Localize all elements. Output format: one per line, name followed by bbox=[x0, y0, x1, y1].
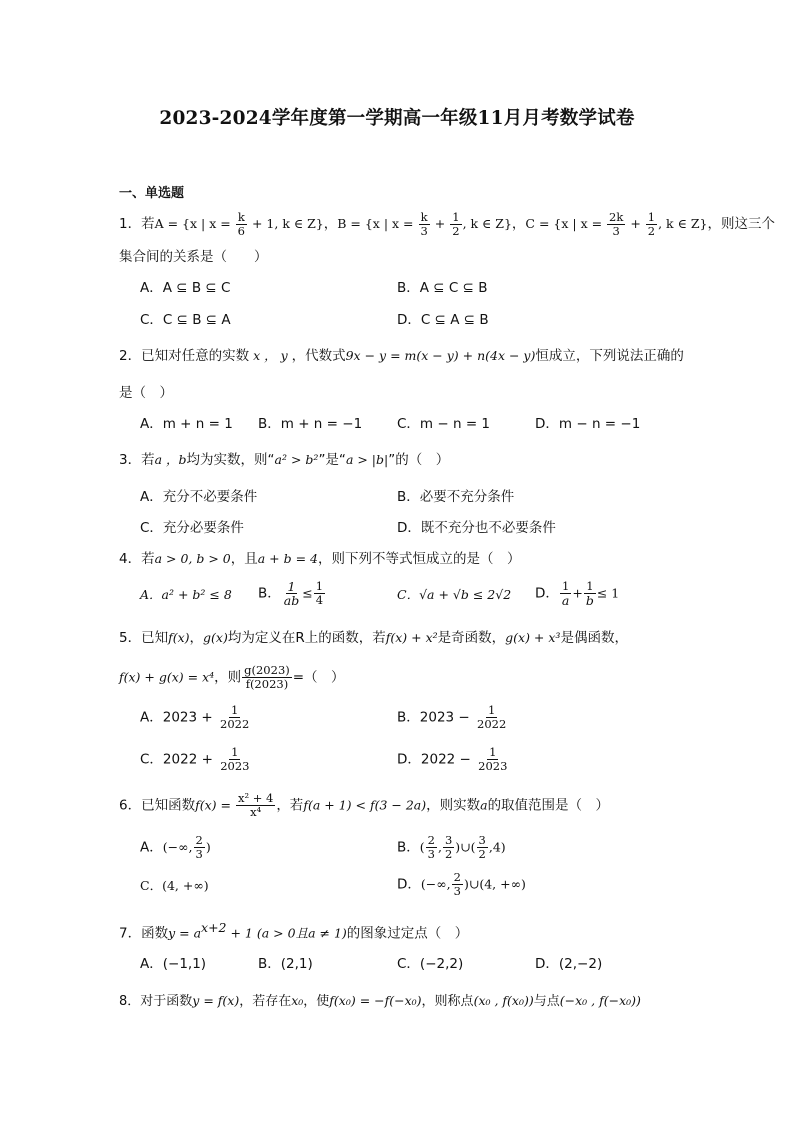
question-1-line-2: 集合间的关系是（ ） bbox=[119, 249, 268, 265]
q7-option-a: A．(−1,1) bbox=[140, 956, 207, 972]
q1-option-a: A．A ⊆ B ⊆ C bbox=[140, 280, 231, 296]
q1-option-c: C．C ⊆ B ⊆ A bbox=[140, 312, 231, 328]
question-4-line-1: 4．若a > 0, b > 0，且a + b = 4，则下列不等式恒成立的是（ ） bbox=[119, 551, 521, 567]
question-7-line-1: 7．函数$y = a^{x+2} + 1$ (a > 0且a ≠ 1)的图象过定点（ ） bbox=[119, 920, 469, 942]
q3-option-c: C．充分必要条件 bbox=[140, 520, 244, 536]
q6-option-a: A．(−∞, $\frac{2}{3}$ ) bbox=[140, 833, 211, 861]
q2-option-d: D．m − n = −1 bbox=[535, 416, 641, 432]
q1-option-b: B．A ⊆ C ⊆ B bbox=[397, 280, 488, 296]
q6-option-c: C．(4, +∞) bbox=[140, 878, 209, 893]
q4-option-a: A．a² + b² ≤ 8 bbox=[140, 587, 232, 602]
q1-lead: 1．若 bbox=[119, 216, 155, 232]
q4-option-d: D． $\frac{1}{a}$ + $\frac{1}{b}$ ≤ 1 bbox=[535, 579, 620, 608]
q7-option-d: D．(2,−2) bbox=[535, 956, 603, 972]
q1-set-b: B = {x | x = $\frac{k}{3}$ + $\frac{1}{2}$ , k ∈ Z} bbox=[337, 210, 512, 238]
q2-option-b: B．m + n = −1 bbox=[258, 416, 363, 432]
section-heading: 一、单选题 bbox=[119, 186, 185, 201]
q5-option-a: A．2023 + $\frac{1}{2022}$ bbox=[140, 703, 250, 731]
question-3-line-1: 3．若a ，b均为实数，则“a² > b²”是“a > |b|”的（ ） bbox=[119, 452, 450, 468]
q5-option-c: C．2022 + $\frac{1}{2023}$ bbox=[140, 745, 250, 773]
q4-option-b: B． $\frac{1}{ab}$ ≤ $\frac{1}{4}$ bbox=[258, 579, 324, 608]
q1-option-d: D．C ⊆ A ⊆ B bbox=[397, 312, 489, 328]
question-1-line-1: 1．若A = {x | x = $\frac{k}{6}$ + 1, k ∈ Z}，B = {x | x = $\frac{k}{3}$ + $\frac{1}{2}$ , k ∈ Z}，C = {x | x = $\frac{2k}{3}$ + $\frac{1}{2}$ , k ∈ Z}，则这三个 bbox=[119, 210, 775, 238]
q1-set-c: C = {x | x = $\frac{2k}{3}$ + $\frac{1}{2}$ , k ∈ Z} bbox=[525, 210, 708, 238]
q3-option-d: D．既不充分也不必要条件 bbox=[397, 520, 556, 536]
question-2-line-1: 2．已知对任意的实数 x ， y ，代数式9x − y = m(x − y) + n(4x − y)恒成立，下列说法正确的 bbox=[119, 348, 684, 364]
q3-option-a: A．充分不必要条件 bbox=[140, 489, 258, 505]
q6-option-d: D．(−∞, $\frac{2}{3}$ )∪(4, +∞) bbox=[397, 870, 526, 898]
q1-set-a: A = {x | x = $\frac{k}{6}$ + 1, k ∈ Z} bbox=[154, 210, 324, 238]
q2-option-c: C．m − n = 1 bbox=[397, 416, 491, 432]
question-5-line-1: 5．已知f(x)，g(x)均为定义在R上的函数，若f(x) + x²是奇函数，g(x) + x³是偶函数， bbox=[119, 630, 628, 646]
question-2-line-2: 是（ ） bbox=[119, 385, 173, 401]
q7-option-c: C．(−2,2) bbox=[397, 956, 464, 972]
q6-option-b: B．( $\frac{2}{3}$ , $\frac{3}{2}$ )∪( $\frac{3}{2}$ ,4) bbox=[397, 833, 506, 861]
exam-title: 2023-2024学年度第一学期高一年级11月月考数学试卷 bbox=[159, 108, 635, 129]
question-6-line-1: 6．已知函数f(x) = $\frac{\text{x² + 4}}{\text{x⁴}}$ ，若f(a + 1) < f(3 − 2a)，则实数a的取值范围是（ ） bbox=[119, 791, 610, 819]
q7-option-b: B．(2,1) bbox=[258, 956, 313, 972]
question-5-line-2: f(x) + g(x) = x⁴，则 $\frac{g(2023)}{f(2023)}$ =（ ） bbox=[119, 663, 345, 691]
q4-option-c: C．√a + √b ≤ 2√2 bbox=[397, 587, 512, 602]
q3-option-b: B．必要不充分条件 bbox=[397, 489, 515, 505]
q2-expression: 9x − y = m(x − y) + n(4x − y) bbox=[345, 348, 536, 363]
question-8-line-1: 8．对于函数y = f(x)，若存在x₀，使f(x₀) = −f(−x₀)，则称点(x₀ , f(x₀))与点(−x₀ , f(−x₀)) bbox=[119, 993, 641, 1009]
q5-option-d: D．2022 − $\frac{1}{2023}$ bbox=[397, 745, 508, 773]
q5-option-b: B．2023 − $\frac{1}{2022}$ bbox=[397, 703, 507, 731]
q2-option-a: A．m + n = 1 bbox=[140, 416, 233, 432]
